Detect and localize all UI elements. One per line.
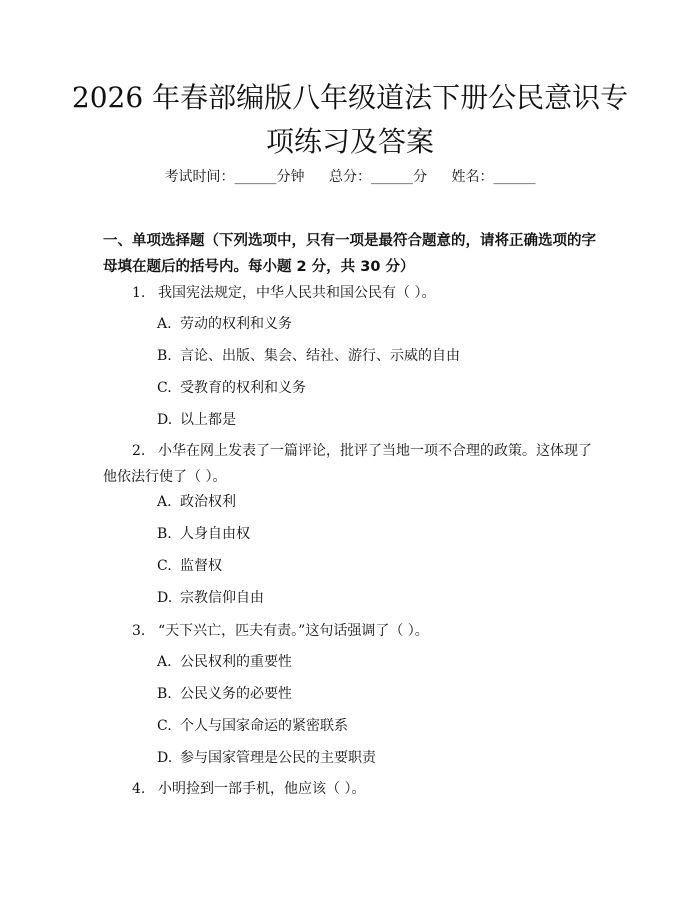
option-2d	[157, 588, 597, 608]
option-letter: B.	[157, 348, 172, 364]
option-letter: A.	[157, 494, 172, 510]
section-heading: 一、单项选择题（下列选项中，只有一项是最符合题意的，请将正确选项的字母填在题后的括号内。每小题 2 分，共 30 分）	[103, 233, 596, 275]
option-letter: A.	[157, 654, 172, 670]
question-text: “天下兴亡，匹夫有责。”这句话强调了（ ）。	[158, 623, 429, 639]
option-2a	[157, 492, 597, 512]
option-2b	[157, 524, 597, 544]
total-score-label: 总分：______分	[329, 169, 427, 185]
option-letter: C.	[157, 558, 172, 574]
option-text: 参与国家管理是公民的主要职责	[180, 750, 376, 766]
option-letter: D.	[157, 750, 173, 766]
question-number: 2.	[132, 443, 146, 459]
exam-time-label: 考试时间：______分钟	[164, 169, 305, 185]
option-1d	[157, 410, 597, 430]
option-text: 公民权利的重要性	[180, 654, 292, 670]
question-text: 我国宪法规定，中华人民共和国公民有（ ）。	[158, 285, 436, 301]
option-3d	[157, 748, 597, 768]
question-number: 1.	[132, 285, 146, 301]
question-number: 4.	[132, 781, 146, 797]
option-text: 受教育的权利和义务	[180, 380, 306, 396]
option-letter: D.	[157, 412, 173, 428]
option-letter: B.	[157, 526, 172, 542]
question-1	[103, 280, 603, 306]
option-1a	[157, 314, 597, 334]
page-title: 2026 年春部编版八年级道法下册公民意识专项练习及答案	[71, 81, 629, 158]
option-text: 监督权	[180, 558, 222, 574]
option-text: 言论、出版、集会、结社、游行、示威的自由	[180, 348, 460, 364]
option-text: 人身自由权	[180, 526, 250, 542]
option-text: 个人与国家命运的紧密联系	[180, 718, 348, 734]
question-number: 3.	[132, 623, 146, 639]
option-3b	[157, 684, 597, 704]
question-text: 小华在网上发表了一篇评论，批评了当地一项不合理的政策。这体现了他依法行使了（ ）。	[103, 443, 592, 485]
option-3c	[157, 716, 597, 736]
option-letter: B.	[157, 686, 172, 702]
option-letter: C.	[157, 380, 172, 396]
option-1c	[157, 378, 597, 398]
question-4	[103, 776, 603, 802]
option-text: 政治权利	[180, 494, 236, 510]
question-2	[103, 438, 603, 490]
option-2c	[157, 556, 597, 576]
exam-meta	[0, 166, 700, 186]
option-letter: D.	[157, 590, 173, 606]
option-letter: C.	[157, 718, 172, 734]
option-text: 以上都是	[180, 412, 236, 428]
question-text: 小明捡到一部手机，他应该（ ）。	[158, 781, 366, 797]
option-text: 宗教信仰自由	[180, 590, 264, 606]
option-text: 劳动的权利和义务	[180, 316, 292, 332]
option-letter: A.	[157, 316, 172, 332]
question-3	[103, 618, 603, 644]
option-3a	[157, 652, 597, 672]
student-name-label: 姓名：______	[451, 169, 536, 185]
option-text: 公民义务的必要性	[180, 686, 292, 702]
option-1b	[157, 346, 597, 366]
